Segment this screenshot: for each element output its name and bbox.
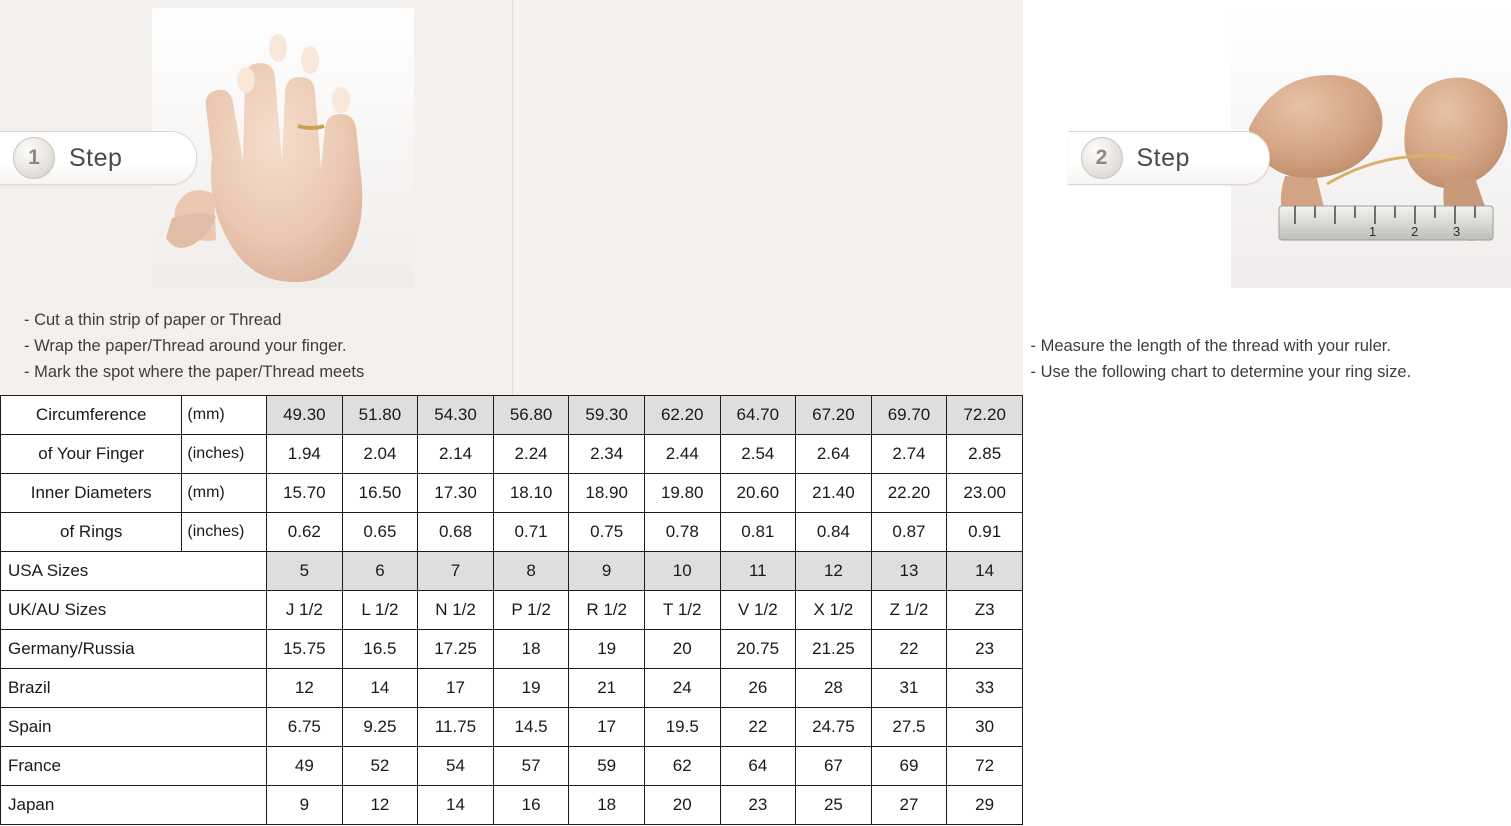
table-cell: 2.24 (493, 435, 569, 474)
table-cell: 56.80 (493, 396, 569, 435)
table-row (1, 591, 1023, 630)
table-cell: 14 (947, 552, 1023, 591)
step-1-bullet-1: - Cut a thin strip of paper or Thread (24, 311, 282, 329)
table-cell: 8 (493, 552, 569, 591)
step-1-instructions (24, 307, 364, 385)
table-cell: R 1/2 (569, 591, 645, 630)
table-cell: 25 (796, 786, 872, 825)
table-cell: 15.70 (267, 474, 343, 513)
table-cell: 16.50 (342, 474, 418, 513)
table-cell: 0.65 (342, 513, 418, 552)
table-cell: 69 (871, 747, 947, 786)
table-cell: 14 (418, 786, 494, 825)
table-row (1, 747, 1023, 786)
step-1-bullet-2: - Wrap the paper/Thread around your finger. (24, 337, 347, 355)
table-cell: 18.90 (569, 474, 645, 513)
table-cell: 2.44 (644, 435, 720, 474)
table-cell: 67.20 (796, 396, 872, 435)
table-cell: 54 (418, 747, 494, 786)
ring-size-conversion-table (0, 395, 1023, 825)
table-cell: 21.25 (796, 630, 872, 669)
row-label: of Your Finger (1, 435, 182, 474)
table-cell: 62.20 (644, 396, 720, 435)
table-cell: 24 (644, 669, 720, 708)
table-cell: L 1/2 (342, 591, 418, 630)
table-cell: 21 (569, 669, 645, 708)
table-cell: 6 (342, 552, 418, 591)
table-cell: N 1/2 (418, 591, 494, 630)
table-cell: 16.5 (342, 630, 418, 669)
table-cell: 22.20 (871, 474, 947, 513)
table-cell: 20 (644, 786, 720, 825)
table-cell: 17 (418, 669, 494, 708)
step-2-bullet-2: - Use the following chart to determine your ring size. (1030, 363, 1412, 381)
table-cell: 9.25 (342, 708, 418, 747)
table-cell: 23 (720, 786, 796, 825)
table-cell: 31 (871, 669, 947, 708)
table-cell: 0.78 (644, 513, 720, 552)
step-badge-2 (1068, 131, 1270, 185)
table-cell: 33 (947, 669, 1023, 708)
table-cell: 10 (644, 552, 720, 591)
table-cell: 0.84 (796, 513, 872, 552)
table-cell: 21.40 (796, 474, 872, 513)
table-cell: 13 (871, 552, 947, 591)
row-label: UK/AU Sizes (1, 591, 267, 630)
table-row (1, 396, 1023, 435)
table-cell: 20.75 (720, 630, 796, 669)
table-cell: 15.75 (267, 630, 343, 669)
table-cell: 0.91 (947, 513, 1023, 552)
table-cell: 0.81 (720, 513, 796, 552)
hand-measuring-thread-with-ruler-photo (1231, 8, 1511, 288)
table-cell: 0.71 (493, 513, 569, 552)
row-unit: (inches) (182, 435, 267, 474)
table-cell: 52 (342, 747, 418, 786)
row-label: Spain (1, 708, 267, 747)
table-row (1, 708, 1023, 747)
table-cell: 30 (947, 708, 1023, 747)
row-unit: (mm) (182, 396, 267, 435)
row-label: Inner Diameters (1, 474, 182, 513)
row-label: Japan (1, 786, 267, 825)
table-cell: 2.74 (871, 435, 947, 474)
table-cell: 72 (947, 747, 1023, 786)
table-cell: 11 (720, 552, 796, 591)
step-2-bullet-1: - Measure the length of the thread with your ruler. (1030, 337, 1391, 355)
table-cell: 28 (796, 669, 872, 708)
table-cell: X 1/2 (796, 591, 872, 630)
table-cell: 49.30 (267, 396, 343, 435)
table-cell: 0.62 (267, 513, 343, 552)
table-row (1, 513, 1023, 552)
table-row (1, 630, 1023, 669)
svg-text:2: 2 (1410, 224, 1418, 239)
table-cell: 7 (418, 552, 494, 591)
table-cell: 57 (493, 747, 569, 786)
table-cell: 22 (871, 630, 947, 669)
table-cell: 2.04 (342, 435, 418, 474)
table-row (1, 474, 1023, 513)
table-cell: 19.80 (644, 474, 720, 513)
row-label: Germany/Russia (1, 630, 267, 669)
table-cell: 23 (947, 630, 1023, 669)
row-label: Circumference (1, 396, 182, 435)
table-cell: 14.5 (493, 708, 569, 747)
table-row (1, 552, 1023, 591)
table-cell: 59.30 (569, 396, 645, 435)
table-cell: 0.87 (871, 513, 947, 552)
table-cell: 19 (493, 669, 569, 708)
table-cell: 12 (342, 786, 418, 825)
table-cell: Z 1/2 (871, 591, 947, 630)
table-cell: 14 (342, 669, 418, 708)
step-number-2: 2 (1081, 137, 1123, 179)
step-word-1: Step (69, 143, 123, 172)
step-panel-1 (0, 0, 512, 395)
table-cell: 27 (871, 786, 947, 825)
table-cell: 67 (796, 747, 872, 786)
step-word-2: Step (1136, 143, 1190, 172)
row-label: USA Sizes (1, 552, 267, 591)
table-cell: 22 (720, 708, 796, 747)
table-cell: 24.75 (796, 708, 872, 747)
table-cell: 19.5 (644, 708, 720, 747)
table-cell: 16 (493, 786, 569, 825)
table-cell: 20.60 (720, 474, 796, 513)
table-cell: V 1/2 (720, 591, 796, 630)
step-panel-2 (512, 0, 1460, 395)
table-cell: 29 (947, 786, 1023, 825)
row-label: of Rings (1, 513, 182, 552)
table-cell: 69.70 (871, 396, 947, 435)
table-cell: 17 (569, 708, 645, 747)
step-2-instructions (1031, 333, 1412, 385)
table-cell: T 1/2 (644, 591, 720, 630)
table-cell: Z3 (947, 591, 1023, 630)
table-cell: 54.30 (418, 396, 494, 435)
table-cell: 2.34 (569, 435, 645, 474)
step-1-bullet-3: - Mark the spot where the paper/Thread meets (24, 363, 365, 381)
table-cell: 18 (569, 786, 645, 825)
table-cell: 6.75 (267, 708, 343, 747)
table-cell: 12 (267, 669, 343, 708)
table-cell: 26 (720, 669, 796, 708)
table-cell: 9 (267, 786, 343, 825)
table-cell: 51.80 (342, 396, 418, 435)
svg-text:3: 3 (1452, 224, 1460, 239)
table-cell: J 1/2 (267, 591, 343, 630)
table-cell: 49 (267, 747, 343, 786)
table-cell: 9 (569, 552, 645, 591)
table-cell: 19 (569, 630, 645, 669)
step-number-1: 1 (13, 137, 55, 179)
table-cell: 2.54 (720, 435, 796, 474)
table-cell: 27.5 (871, 708, 947, 747)
table-cell: 0.68 (418, 513, 494, 552)
table-cell: 18.10 (493, 474, 569, 513)
table-cell: 2.64 (796, 435, 872, 474)
table-cell: P 1/2 (493, 591, 569, 630)
svg-text:1: 1 (1368, 224, 1376, 239)
table-cell: 11.75 (418, 708, 494, 747)
table-cell: 0.75 (569, 513, 645, 552)
table-cell: 72.20 (947, 396, 1023, 435)
table-cell: 59 (569, 747, 645, 786)
table-cell: 17.30 (418, 474, 494, 513)
table-cell: 62 (644, 747, 720, 786)
row-label: Brazil (1, 669, 267, 708)
table-row (1, 435, 1023, 474)
table-cell: 5 (267, 552, 343, 591)
table-cell: 12 (796, 552, 872, 591)
table-cell: 64.70 (720, 396, 796, 435)
table-cell: 17.25 (418, 630, 494, 669)
table-cell: 23.00 (947, 474, 1023, 513)
hand-illustration-2 (1231, 8, 1511, 288)
table-cell: 1.94 (267, 435, 343, 474)
table-cell: 18 (493, 630, 569, 669)
table-cell: 2.85 (947, 435, 1023, 474)
table-cell: 64 (720, 747, 796, 786)
row-label: France (1, 747, 267, 786)
table-row (1, 669, 1023, 708)
table-cell: 2.14 (418, 435, 494, 474)
table-row (1, 786, 1023, 825)
table-cell: 20 (644, 630, 720, 669)
row-unit: (mm) (182, 474, 267, 513)
step-badge-1 (0, 131, 197, 185)
row-unit: (inches) (182, 513, 267, 552)
steps-section (0, 0, 1460, 395)
